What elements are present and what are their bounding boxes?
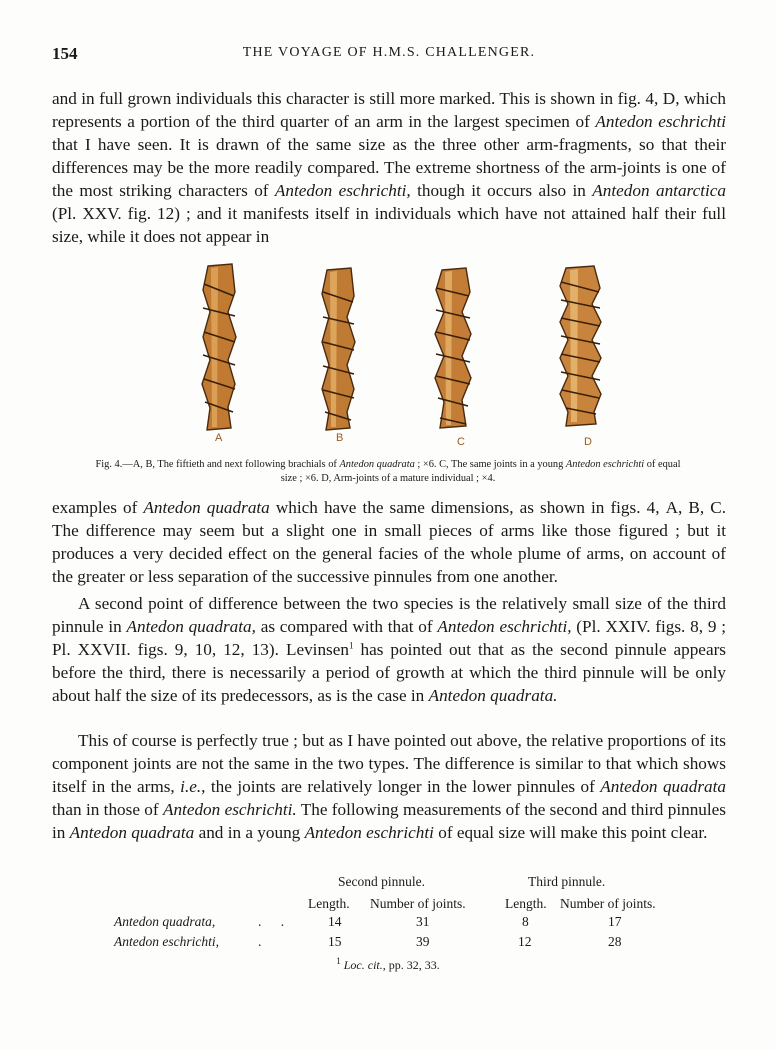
- paragraph-4: This of course is perfectly true ; but as I have pointed out above, the relative proportions of its component joints are not the same in the two types. The difference is similar to that which shows itself in the arms, i.e., the joints are relatively longer in the lower pinnules of Antedon quadrata than in those of Antedon eschrichti. The following measurements of the second and third pinnules in Antedon quadrata and in a young Antedon eschrichti of equal size will make this point clear.: [52, 731, 726, 842]
- figure-label-b: B: [336, 432, 344, 444]
- table-cell: 15: [328, 934, 342, 949]
- row-leader: . .: [258, 914, 293, 929]
- group-header-third: Third pinnule.: [528, 874, 606, 889]
- arm-fragment-b: [318, 262, 362, 432]
- row-species: Antedon eschrichti,: [114, 934, 219, 949]
- table-cell: 17: [608, 914, 622, 929]
- table-cell: 14: [328, 914, 342, 929]
- table-cell: 28: [608, 934, 622, 949]
- column-header: Length.: [505, 896, 547, 911]
- table-cell: 39: [416, 934, 430, 949]
- figure-label-a: A: [215, 432, 223, 444]
- column-header: Number of joints.: [370, 896, 466, 911]
- row-leader: .: [258, 934, 262, 949]
- arm-fragment-a: [198, 262, 242, 432]
- table-cell: 8: [522, 914, 529, 929]
- page-number: 154: [52, 44, 78, 63]
- group-header-second: Second pinnule.: [338, 874, 425, 889]
- paragraph-3: A second point of difference between the two species is the relatively small size of the third pinnule in Antedon quadrata, as compared with that of Antedon eschrichti, (Pl. XXIV. figs. 8, 9 ; Pl. XXVII. figs. 9, 10, 12, 13). Levinsen$^1$ has pointed out that as the second pinnule appears before the third, there is necessarily a period of growth at which the third pinnule will be only about half the size of its predecessors, as is the case in Antedon quadrata.: [52, 594, 726, 705]
- column-header: Length.: [308, 896, 350, 911]
- column-header: Number of joints.: [560, 896, 656, 911]
- table-cell: 12: [518, 934, 532, 949]
- figure-caption: Fig. 4.—A, B, The fiftieth and next following brachials of Antedon quadrata ; ×6. C, The same joints in a young Antedon eschrichti of equal size ; ×6. D, Arm-joints of a mature individual ; ×4.: [95, 459, 681, 484]
- arm-fragment-d: [554, 262, 608, 428]
- page-header: [52, 44, 726, 64]
- figure-label-d: D: [584, 436, 592, 448]
- arm-fragment-c: [430, 262, 478, 432]
- figure-label-c: C: [457, 436, 465, 448]
- figure-4: [190, 262, 630, 448]
- footnote-ref: 1: [348, 640, 354, 651]
- running-title: THE VOYAGE OF H.M.S. CHALLENGER.: [242, 45, 536, 60]
- table-cell: 31: [416, 914, 430, 929]
- row-species: Antedon quadrata,: [114, 914, 216, 929]
- paragraph-1: and in full grown individuals this character is still more marked. This is shown in fig. 4, D, which represents a portion of the third quarter of an arm in the largest specimen of Antedon eschrichti that I have seen. It is drawn of the same size as the three other arm-fragments, so that their differences may be the more readily compared. The extreme shortness of the arm-joints is one of the most striking characters of Antedon eschrichti, though it occurs also in Antedon antarctica (Pl. XXV. fig. 12) ; and it manifests itself in individuals which have not attained half their full size, while it does not appear in: [52, 89, 727, 246]
- footnote: $^1$ Loc. cit., pp. 32, 33.: [336, 956, 440, 972]
- paragraph-2: examples of Antedon quadrata which have the same dimensions, as shown in figs. 4, A, B, C. The difference may seem but a slight one in small pieces of arms like those figured ; but it produces a very decided effect on the general facies of the whole plume of arms, on account of the greater or less separation of the successive pinnules from one another.: [52, 498, 727, 586]
